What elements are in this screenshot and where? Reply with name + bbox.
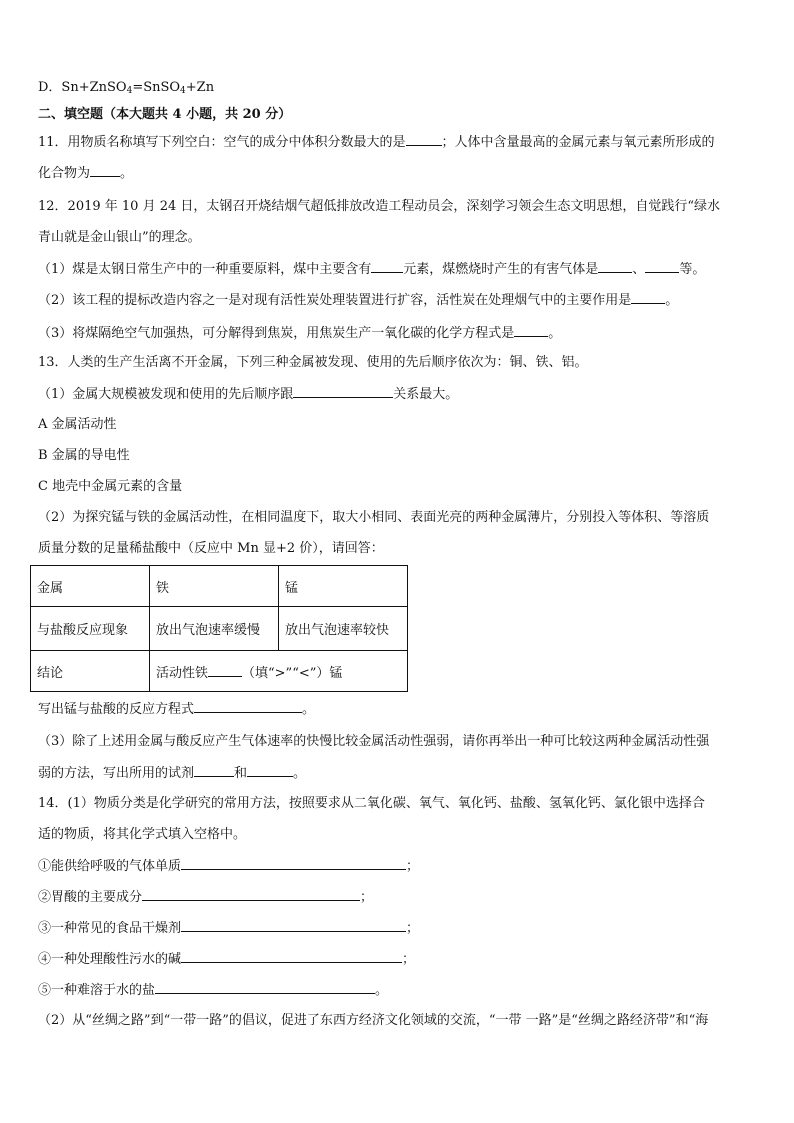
section-title: 二、填空题（本大题共 4 小题，共 20 分） (38, 107, 292, 122)
q13-part2-line1: （2）为探究锰与铁的金属活动性，在相同温度下，取大小相同、表面光亮的两种金属薄片，分别投入等体积、等溶质 (38, 510, 710, 525)
q13-part3-line1: （3）除了上述用金属与酸反应产生气体速率的快慢比较金属活动性强弱，请你再举出一种可比较这两种金属活动性强 (38, 734, 710, 749)
q14-blank-1[interactable] (181, 857, 406, 870)
q12-blank-3[interactable] (645, 260, 679, 273)
table-cell: 金属 (31, 566, 150, 607)
q14-blank-4[interactable] (181, 950, 402, 963)
q12-part3: （3）将煤隔绝空气加强热，可分解得到焦炭，用焦炭生产一氧化碳的化学方程式是 。 (38, 326, 562, 341)
q13-blank-1[interactable] (293, 385, 393, 398)
q13-line1: 13．人类的生产生活离不开金属，下列三种金属被发现、使用的先后顺序依次为：铜、铁、铝。 (38, 355, 588, 370)
q13-option-a: A 金属活动性 (38, 417, 117, 432)
q13-part2-line2: 质量分数的足量稀盐酸中（反应中 Mn 显+2 价），请回答： (38, 541, 384, 556)
table-row (31, 566, 408, 607)
q12-line1: 12．2019 年 10 月 24 日，太钢召开烧结烟气超低排放改造工程动员会，深刻学习领会生态文明思想，自觉践行“绿水 (38, 199, 721, 214)
table-cell: 铁 (150, 566, 279, 607)
table-cell: 放出气泡速率较快 (279, 607, 408, 651)
q14-item-3: ③一种常见的食品干燥剂 ； (38, 921, 420, 936)
q12-blank-2[interactable] (598, 260, 632, 273)
table-cell: 锰 (279, 566, 408, 607)
q13-equation-line: 写出锰与盐酸的反应方程式 。 (38, 702, 316, 717)
q13-part3-line2: 弱的方法，写出所用的试剂 和 。 (38, 766, 307, 781)
q13-option-c: C 地壳中金属元素的含量 (38, 479, 183, 494)
q12-blank-1[interactable] (371, 260, 403, 273)
q14-line1: 14．(1）物质分类是化学研究的常用方法，按照要求从二氧化碳、氧气、氧化钙、盐酸、氢氧化钙、氯化银中选择合 (38, 796, 705, 811)
table-cell: 结论 (31, 651, 150, 692)
q14-blank-5[interactable] (155, 981, 375, 994)
q13-part1: （1）金属大规模被发现和使用的先后顺序跟 关系最大。 (38, 387, 459, 402)
table-cell-conclusion: 活动性铁 （填“>”“<”）锰 (150, 651, 408, 692)
q11-blank-2[interactable] (90, 164, 120, 177)
q14-blank-3[interactable] (181, 919, 406, 932)
option-d-equation: D．Sn+ZnSO$_4$=SnSO$_4$+Zn (38, 80, 215, 96)
q12-line2: 青山就是金山银山”的理念。 (38, 230, 201, 245)
q13-blank-4[interactable] (247, 764, 293, 777)
table-row (31, 651, 408, 692)
q11-blank-1[interactable] (406, 133, 442, 146)
q13-blank-3[interactable] (194, 764, 234, 777)
q14-item-2: ②胃酸的主要成分 ； (38, 890, 374, 905)
q14-line2: 适的物质，将其化学式填入空格中。 (38, 827, 247, 842)
q14-item-1: ①能供给呼吸的气体单质 ； (38, 859, 420, 874)
q14-item-4: ④一种处理酸性污水的碱 ； (38, 952, 416, 967)
q11-line2: 化合物为 。 (38, 166, 134, 181)
q12-part2: （2）该工程的提标改造内容之一是对现有活性炭处理装置进行扩容，活性炭在处理烟气中的主要作用是 。 (38, 293, 679, 308)
table-row (31, 607, 408, 651)
q12-blank-5[interactable] (514, 324, 548, 337)
q11-line1: 11．用物质名称填写下列空白：空气的成分中体积分数最大的是 ；人体中含量最高的金属元素与氧元素所形成的 (38, 135, 715, 150)
table-cell: 放出气泡速率缓慢 (150, 607, 279, 651)
q14-part2: （2）从“丝绸之路”到“一带一路”的倡议，促进了东西方经济文化领域的交流，“一带 一路”是“丝绸之路经济带”和“海 (38, 1013, 709, 1028)
q13-blank-2[interactable] (194, 700, 302, 713)
q14-item-5: ⑤一种难溶于水的盐 。 (38, 983, 389, 998)
q14-blank-2[interactable] (142, 888, 360, 901)
q12-part1: （1）煤是太钢日常生产中的一种重要原料，煤中主要含有 元素，煤燃烧时产生的有害气体是 、 等。 (38, 262, 706, 277)
q13-table-blank[interactable] (208, 664, 242, 677)
q13-table (30, 565, 408, 692)
q13-option-b: B 金属的导电性 (38, 448, 130, 463)
table-cell: 与盐酸反应现象 (31, 607, 150, 651)
q12-blank-4[interactable] (631, 291, 665, 304)
